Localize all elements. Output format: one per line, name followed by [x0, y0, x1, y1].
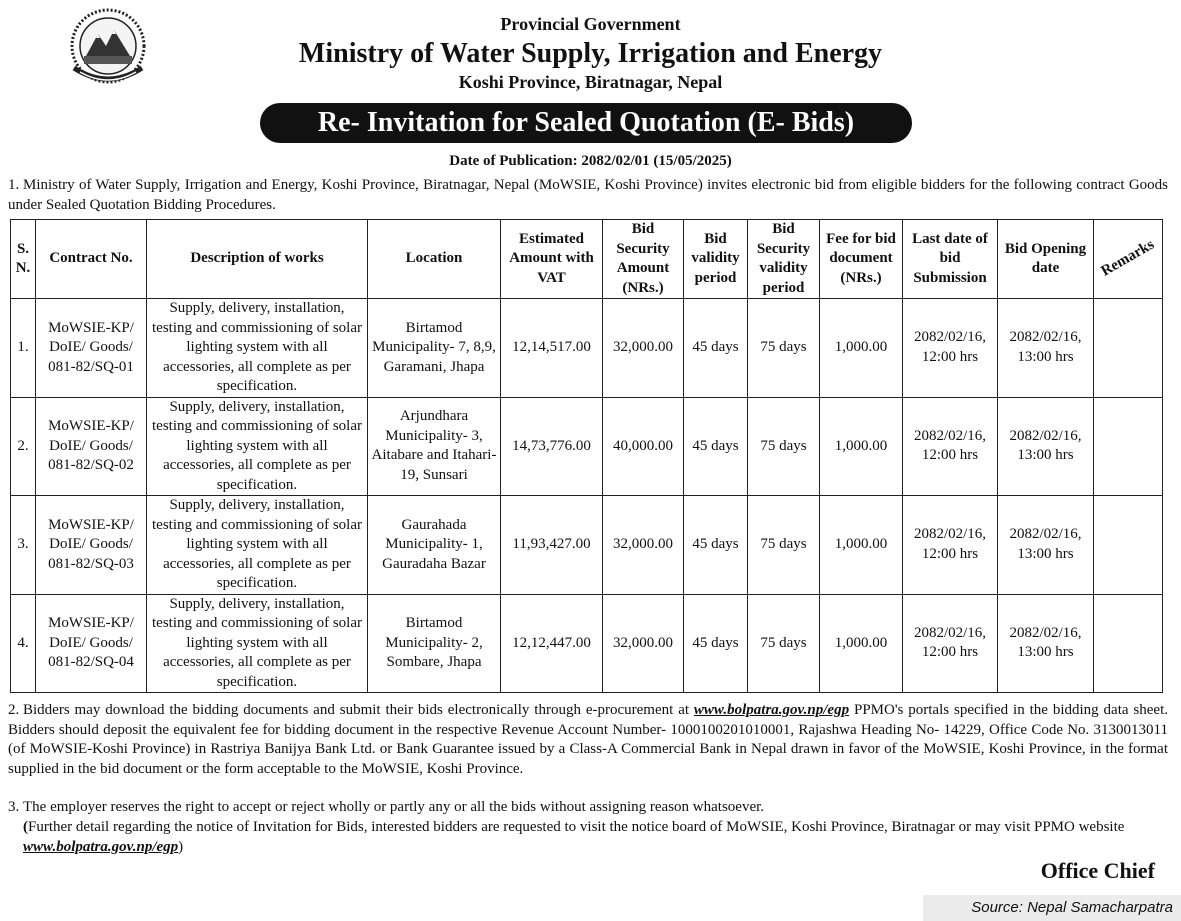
- notice-banner: Re- Invitation for Sealed Quotation (E- Bids): [260, 103, 912, 143]
- note-close-paren: ): [178, 838, 184, 855]
- table-header-row: [11, 220, 1163, 299]
- table-row: [11, 496, 1163, 595]
- cell-remarks: [1094, 299, 1163, 398]
- cell-security-validity: 75 days: [748, 594, 820, 693]
- cell-contract-no: MoWSIE-KP/ DoIE/ Goods/ 081-82/SQ-03: [36, 496, 147, 595]
- header-bid-validity: Bid validity period: [684, 220, 748, 299]
- cell-contract-no: MoWSIE-KP/ DoIE/ Goods/ 081-82/SQ-01: [36, 299, 147, 398]
- cell-last-date: 2082/02/16, 12:00 hrs: [903, 299, 998, 398]
- paragraph-3: [8, 798, 1168, 818]
- cell-security-validity: 75 days: [748, 299, 820, 398]
- paragraph-text: The employer reserves the right to accept or reject wholly or partly any or all the bids without assigning reason whatsoever.: [23, 799, 765, 815]
- cell-bid-validity: 45 days: [684, 397, 748, 496]
- ministry-title: Ministry of Water Supply, Irrigation and Energy: [298, 38, 883, 69]
- cell-last-date: 2082/02/16, 12:00 hrs: [903, 397, 998, 496]
- cell-bid-validity: 45 days: [684, 299, 748, 398]
- paragraph-number: 1.: [8, 177, 20, 193]
- cell-amount: 12,12,447.00: [501, 594, 603, 693]
- cell-sn: 1.: [11, 299, 36, 398]
- cell-opening-date: 2082/02/16, 13:00 hrs: [998, 594, 1094, 693]
- source-credit: Source: Nepal Samacharpatra: [923, 895, 1181, 921]
- header-contract-no: Contract No.: [36, 220, 147, 299]
- cell-fee: 1,000.00: [820, 496, 903, 595]
- cell-remarks: [1094, 496, 1163, 595]
- paragraph-number: 2.: [8, 702, 20, 718]
- header-security-validity: Bid Security validity period: [748, 220, 820, 299]
- paragraph-text: Ministry of Water Supply, Irrigation and Energy, Koshi Province, Biratnagar, Nepal (MoWSIE, Koshi Province) invites electronic bid from eligible bidders for the following contract Goods under Sealed Quotation Bidding Procedures.: [8, 177, 1168, 213]
- table-row: [11, 299, 1163, 398]
- note-open-paren: (: [23, 819, 28, 835]
- provincial-government-heading: Provincial Government: [500, 14, 681, 34]
- cell-remarks: [1094, 397, 1163, 496]
- cell-amount: 14,73,776.00: [501, 397, 603, 496]
- cell-opening-date: 2082/02/16, 13:00 hrs: [998, 496, 1094, 595]
- header-amount: Estimated Amount with VAT: [501, 220, 603, 299]
- header-remarks-cell: [1094, 220, 1163, 299]
- cell-bid-validity: 45 days: [684, 496, 748, 595]
- header-opening-date: Bid Opening date: [998, 220, 1094, 299]
- table-row: [11, 594, 1163, 693]
- cell-opening-date: 2082/02/16, 13:00 hrs: [998, 299, 1094, 398]
- header-fee: Fee for bid document (NRs.): [820, 220, 903, 299]
- bids-table: [10, 219, 1163, 693]
- cell-sn: 4.: [11, 594, 36, 693]
- header-description: Description of works: [147, 220, 368, 299]
- cell-amount: 12,14,517.00: [501, 299, 603, 398]
- header-remarks: Remarks: [1098, 236, 1157, 280]
- cell-bid-security: 32,000.00: [603, 496, 684, 595]
- note-text: Further detail regarding the notice of Invitation for Bids, interested bidders are requested to visit the notice board of MoWSIE, Koshi Province, Biratnagar or may visit PPMO website: [28, 819, 1125, 835]
- header-bid-security: Bid Security Amount (NRs.): [603, 220, 684, 299]
- cell-location: Arjundhara Municipality- 3, Aitabare and Itahari- 19, Sunsari: [368, 397, 501, 496]
- publication-date: Date of Publication: 2082/02/01 (15/05/2025): [449, 153, 732, 169]
- cell-sn: 2.: [11, 397, 36, 496]
- cell-description: Supply, delivery, installation, testing and commissioning of solar lighting system with all accessories, all complete as per specification.: [147, 496, 368, 595]
- cell-last-date: 2082/02/16, 12:00 hrs: [903, 496, 998, 595]
- cell-contract-no: MoWSIE-KP/ DoIE/ Goods/ 081-82/SQ-02: [36, 397, 147, 496]
- cell-bid-security: 32,000.00: [603, 299, 684, 398]
- cell-description: Supply, delivery, installation, testing and commissioning of solar lighting system with all accessories, all complete as per specification.: [147, 397, 368, 496]
- cell-bid-security: 40,000.00: [603, 397, 684, 496]
- cell-location: Birtamod Municipality- 2, Sombare, Jhapa: [368, 594, 501, 693]
- office-chief-signature: Office Chief: [1040, 858, 1155, 883]
- cell-location: Gaurahada Municipality- 1, Gauradaha Bazar: [368, 496, 501, 595]
- cell-fee: 1,000.00: [820, 299, 903, 398]
- cell-remarks: [1094, 594, 1163, 693]
- paragraph-text: Bidders may download the bidding documents and submit their bids electronically through e-procurement at: [23, 702, 694, 718]
- cell-opening-date: 2082/02/16, 13:00 hrs: [998, 397, 1094, 496]
- cell-amount: 11,93,427.00: [501, 496, 603, 595]
- header-location: Location: [368, 220, 501, 299]
- cell-bid-security: 32,000.00: [603, 594, 684, 693]
- paragraph-number: 3.: [8, 799, 20, 815]
- cell-description: Supply, delivery, installation, testing and commissioning of solar lighting system with all accessories, all complete as per specification.: [147, 299, 368, 398]
- cell-security-validity: 75 days: [748, 496, 820, 595]
- header-sn: S. N.: [11, 220, 36, 299]
- header-last-date: Last date of bid Submission: [903, 220, 998, 299]
- further-detail-note: [23, 818, 1169, 857]
- address-line: Koshi Province, Biratnagar, Nepal: [458, 72, 723, 92]
- bolpatra-link[interactable]: www.bolpatra.gov.np/egp: [693, 702, 850, 718]
- cell-last-date: 2082/02/16, 12:00 hrs: [903, 594, 998, 693]
- cell-bid-validity: 45 days: [684, 594, 748, 693]
- paragraph-text-continued: PPMO's portals specified in the bidding data sheet. Bidders should deposit the equivalent fee for bidding document in the respective Revenue Account Number- 1000100201010001, Rajashwa Heading No- 14229, Office Code No. 3130013011 (of MoWSIE-Koshi Province) in Rastriya Banijya Bank Ltd. or Bank Guarantee issued by a Class-A Commercial Bank in Nepal drawn in favor of the MoWSIE, Koshi Province, in the format supplied in the bid document or the form acceptable to the MoWSIE, Koshi Province.: [8, 702, 1169, 777]
- cell-fee: 1,000.00: [820, 397, 903, 496]
- paragraph-2: [8, 701, 1168, 779]
- ppmo-website-link[interactable]: www.bolpatra.gov.np/egp: [23, 838, 179, 855]
- table-row: [11, 397, 1163, 496]
- cell-sn: 3.: [11, 496, 36, 595]
- cell-fee: 1,000.00: [820, 594, 903, 693]
- cell-location: Birtamod Municipality- 7, 8,9, Garamani, Jhapa: [368, 299, 501, 398]
- cell-contract-no: MoWSIE-KP/ DoIE/ Goods/ 081-82/SQ-04: [36, 594, 147, 693]
- cell-security-validity: 75 days: [748, 397, 820, 496]
- cell-description: Supply, delivery, installation, testing and commissioning of solar lighting system with all accessories, all complete as per specification.: [147, 594, 368, 693]
- paragraph-1: [8, 176, 1168, 215]
